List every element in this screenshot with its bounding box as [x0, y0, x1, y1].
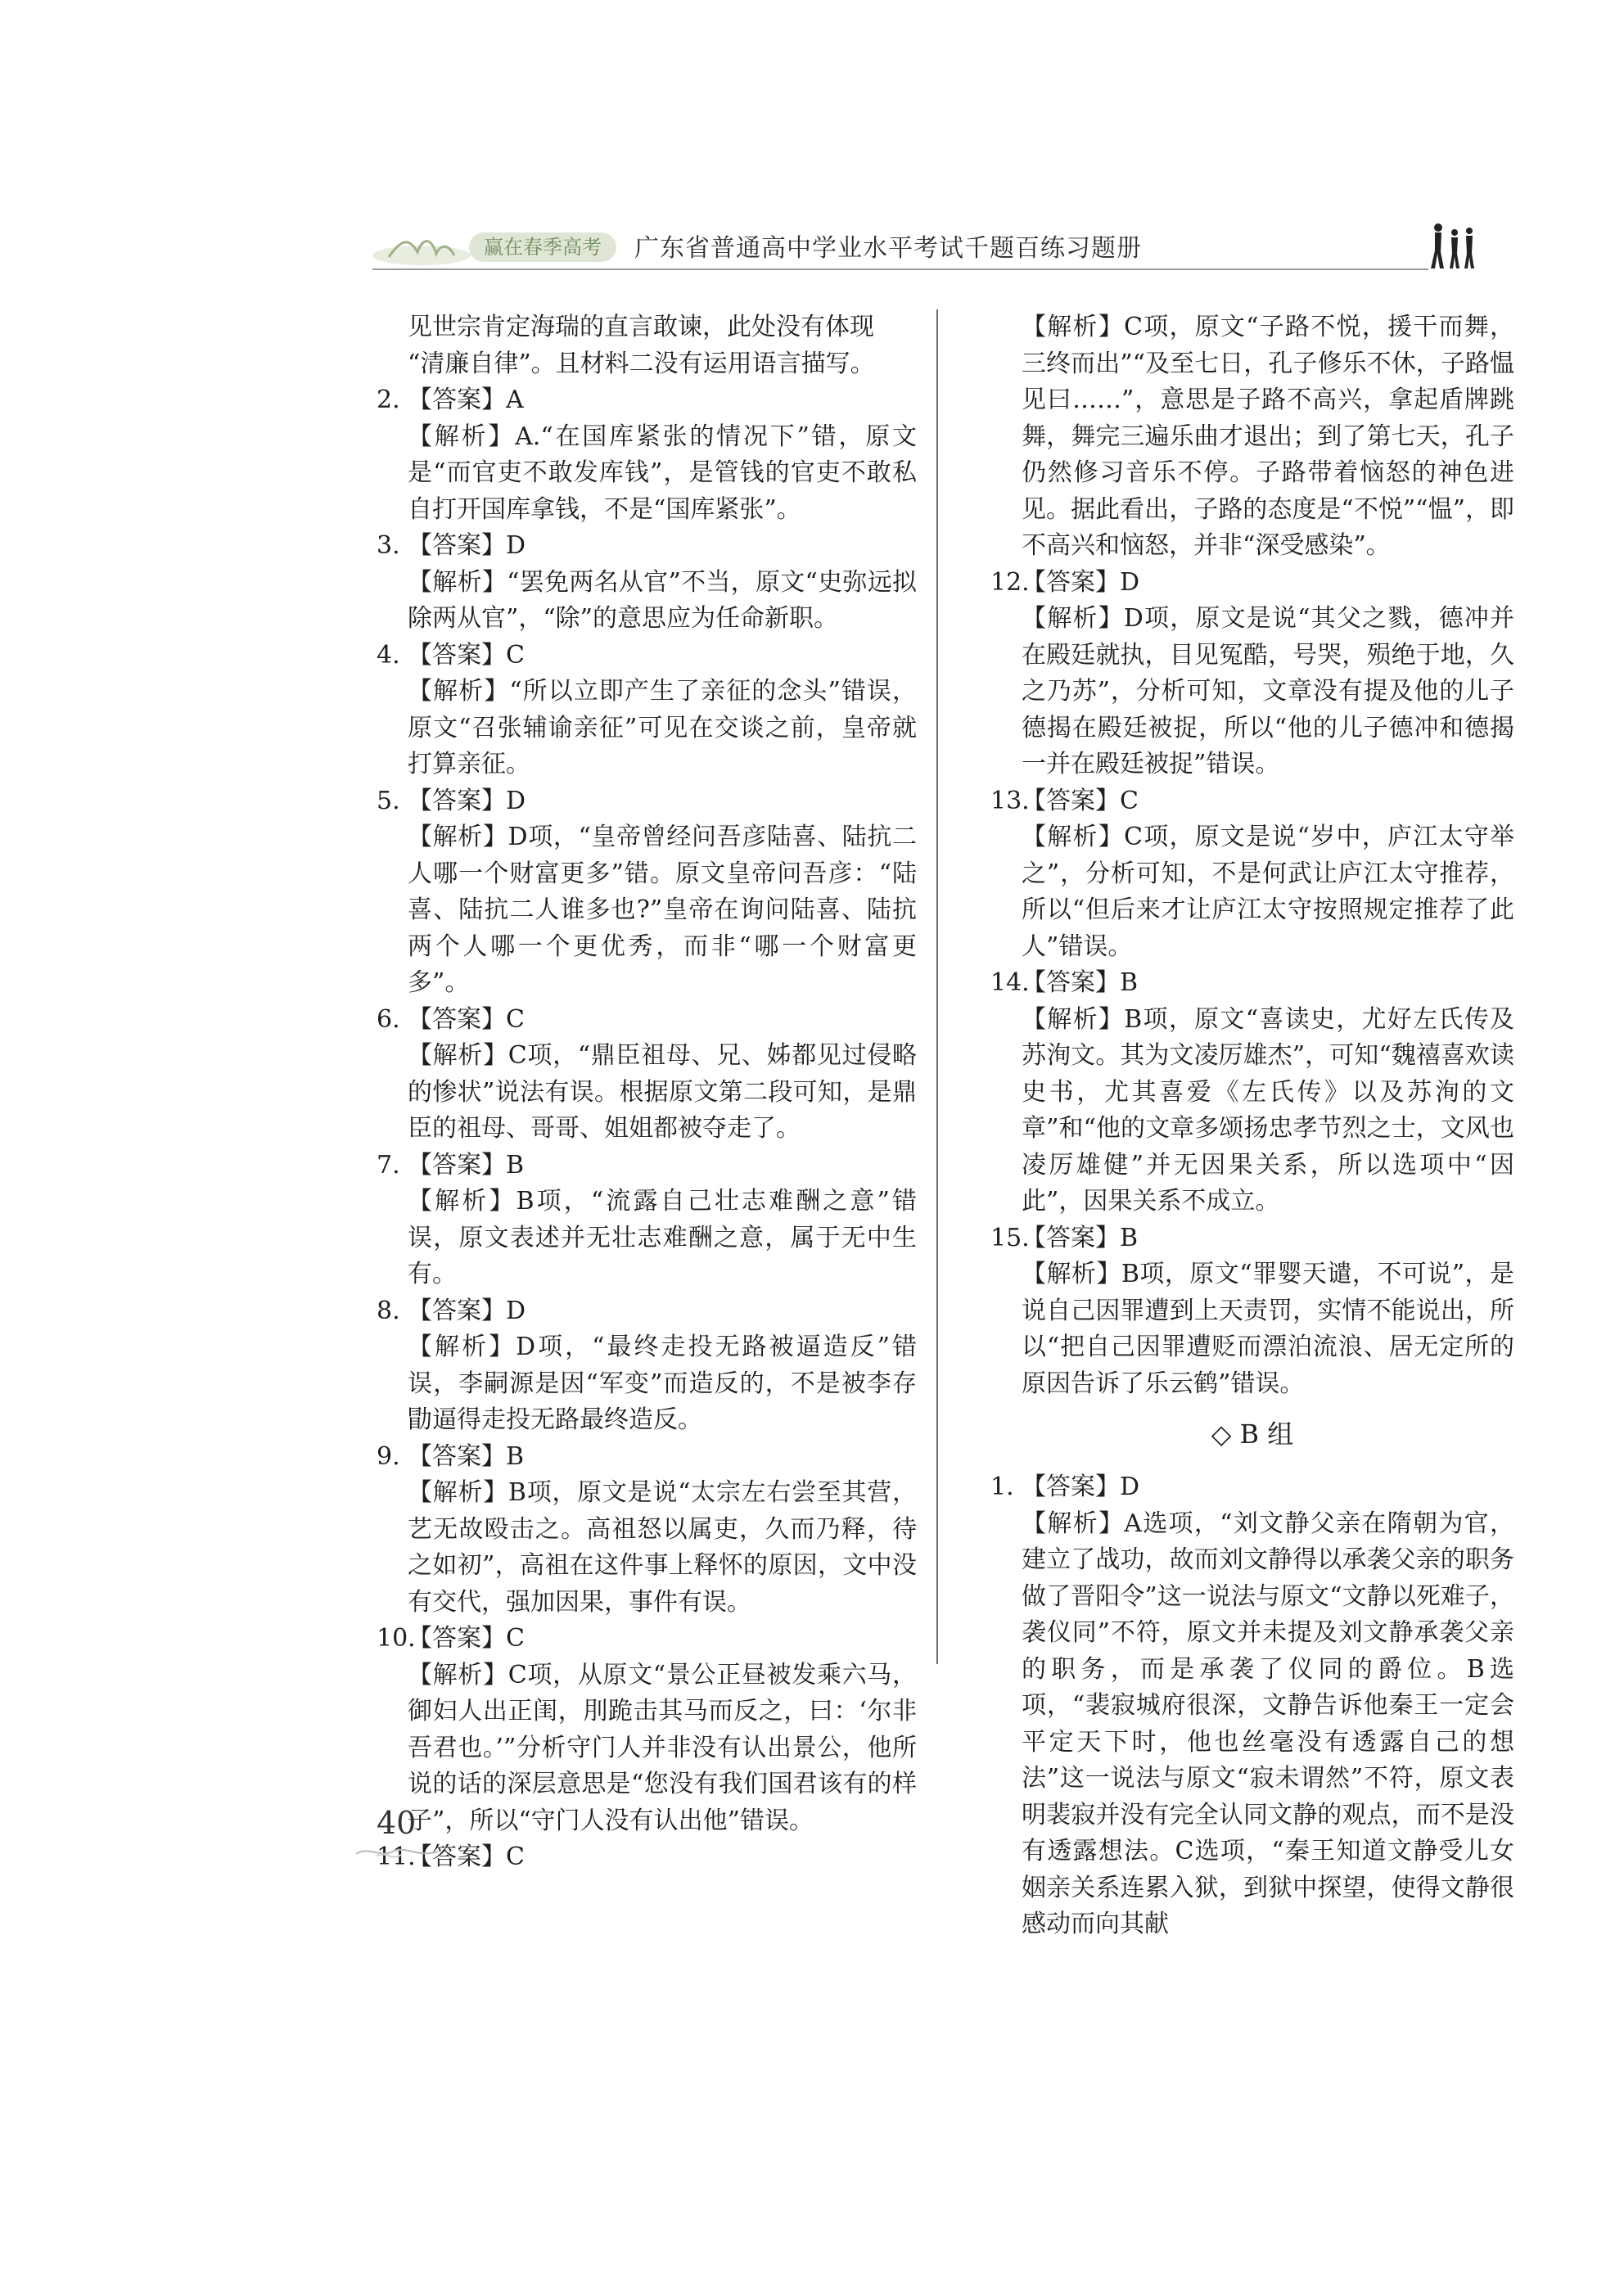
item-number: 13.: [990, 786, 1030, 815]
answer-text: 【答案】D: [408, 531, 526, 560]
answer-item: [990, 783, 1514, 966]
answer-text: 【答案】C: [408, 1843, 525, 1871]
analysis-text: 【解析】C项，原文“子路不悦，援干而舞，三终而出”“及至七日，孔子修乐不休，子路愠见曰……”，意思是子路不高兴，拿起盾牌跳舞，舞完三遍乐曲才退出；到了第七天，孔子仍然修习音乐不停。子路带着恼怒的神色进见。据此看出，子路的态度是“不悦”“愠”，即不高兴和恼怒，并非“深受感染”。: [1022, 313, 1514, 560]
analysis-text: 【解析】B项，“流露自己壮志难酬之意”错误，原文表述并无壮志难酬之意，属于无中生有。: [408, 1187, 917, 1288]
answer-item: [377, 783, 917, 1002]
answer-item: [990, 1469, 1514, 1943]
answer-item: [377, 1439, 917, 1622]
answer-text: 【答案】D: [1022, 567, 1140, 597]
page-ornament: [352, 1834, 442, 1866]
analysis-text: 【解析】C项，从原文“景公正昼被发乘六马，御妇人出正闺，刖跪击其马而反之，曰：‘尔非吾君也。’”分析守门人并非没有认出景公，他所说的话的深层意思是“您没有我们国君该有的样子”，所以“守门人没有认出他”错误。: [408, 1660, 917, 1835]
header-rule: [372, 268, 1428, 270]
answer-item: [377, 382, 917, 528]
answer-text: 【答案】D: [1022, 1473, 1140, 1501]
item-number: 15.: [990, 1223, 1030, 1252]
analysis-text: 【解析】D项，“最终走投无路被逼造反”错误，李嗣源是因“军变”而造反的，不是被李存勖逼得走投无路最终造反。: [408, 1333, 917, 1434]
answer-item: [377, 1148, 917, 1293]
analysis-text: 【解析】A.“在国库紧张的情况下”错，原文是“而官吏不敢发库钱”，是管钱的官吏不敢私自打开国库拿钱，不是“国库紧张”。: [408, 422, 917, 524]
analysis-text: 【解析】D项，“皇帝曾经问吾彦陆喜、陆抗二人哪一个财富更多”错。原文皇帝问吾彦：“陆喜、陆抗二人谁多也?”皇帝在询问陆喜、陆抗两个人哪一个更优秀，而非“哪一个财富更多”。: [408, 823, 917, 997]
item-number: 1.: [990, 1473, 1014, 1501]
item-number: 8.: [377, 1296, 400, 1325]
analysis-text: 【解析】“所以立即产生了亲征的念头”错误，原文“召张辅谕亲征”可见在交谈之前，皇帝就打算亲征。: [408, 677, 917, 778]
answer-item: [377, 528, 917, 638]
group-b-heading: ◇ B 组: [1211, 1419, 1294, 1450]
answer-text: 【答案】B: [1022, 1223, 1139, 1252]
runners-icon: [1428, 219, 1477, 273]
answer-text: 【答案】B: [408, 1150, 525, 1180]
answer-item: [990, 565, 1514, 783]
series-logo: [372, 223, 626, 268]
answer-text: 【答案】C: [408, 1004, 525, 1034]
answer-item: [990, 965, 1514, 1220]
answer-text: 【答案】B: [1022, 968, 1139, 997]
answer-item: [377, 1839, 917, 1876]
intro-line: 见世宗肯定海瑞的直言敢谏，此处没有体现: [408, 313, 874, 341]
analysis-text: 【解析】B项，原文“喜读史，尤好左氏传及苏洵文。其为文凌厉雄杰”，可知“魏禧喜欢读史书，尤其喜爱《左氏传》以及苏洵的文章”和“他的文章多颂扬忠孝节烈之士，文风也凌厉雄健”并无因果关系，所以选项中“因此”，因果关系不成立。: [1022, 1004, 1514, 1216]
header-title: 广东省普通高中学业水平考试千题百练习题册: [634, 234, 1142, 263]
left-column: [377, 309, 917, 1876]
item-number: 10.: [377, 1624, 416, 1653]
item-number: 2.: [377, 386, 400, 414]
answer-item: [377, 1293, 917, 1439]
answer-text: 【答案】C: [1022, 786, 1139, 815]
item-number: 12.: [990, 567, 1030, 597]
page-number: 40: [377, 1805, 417, 1841]
answer-text: 【答案】D: [408, 786, 526, 815]
answer-text: 【答案】A: [408, 386, 524, 414]
item-number: 11.: [377, 1843, 416, 1871]
answer-item: [377, 1002, 917, 1148]
analysis-text: 【解析】B项，原文“罪婴天谴，不可说”，是说自己因罪遭到上天责罚，实情不能说出，所以“把自己因罪遭贬而漂泊流浪、居无定所的原因告诉了乐云鹤”错误。: [1022, 1260, 1514, 1398]
analysis-text: 【解析】C项，“鼎臣祖母、兄、姊都见过侵略的惨状”说法有误。根据原文第二段可知，是鼎臣的祖母、哥哥、姐姐都被夺走了。: [408, 1041, 917, 1143]
answer-item: [990, 1220, 1514, 1403]
analysis-text: 【解析】D项，原文是说“其父之戮，德冲并在殿廷就执，目见冤酷，号哭，殒绝于地，久之乃苏”，分析可知，文章没有提及他的儿子德揭在殿廷被捉，所以“他的儿子德冲和德揭一并在殿廷被捉”错误。: [1022, 604, 1514, 778]
item-number: 7.: [377, 1150, 400, 1180]
column-divider: [936, 309, 938, 1664]
answer-item: [377, 638, 917, 783]
answer-text: 【答案】B: [408, 1441, 525, 1471]
answer-text: 【答案】C: [408, 1624, 525, 1653]
analysis-text: 【解析】C项，原文是说“岁中，庐江太守举之”，分析可知，不是何武让庐江太守推荐，所以“但后来才让庐江太守按照规定推荐了此人”错误。: [1022, 823, 1514, 961]
answer-text: 【答案】C: [408, 640, 525, 670]
item-number: 4.: [377, 640, 400, 670]
intro-line: “清廉自律”。且材料二没有运用语言描写。: [408, 349, 875, 378]
right-column: [990, 309, 1514, 1943]
svg-text:赢在春季高考: 赢在春季高考: [484, 236, 602, 259]
item-number: 5.: [377, 786, 400, 815]
page-header: [372, 219, 1477, 270]
item-number: 6.: [377, 1004, 400, 1034]
item-number: 14.: [990, 968, 1030, 997]
item-number: 9.: [377, 1441, 400, 1471]
item-number: 3.: [377, 531, 400, 560]
answer-text: 【答案】D: [408, 1296, 526, 1325]
analysis-text: 【解析】“罢免两名从官”不当，原文“史弥远拟除两从官”，“除”的意思应为任命新职。: [408, 567, 917, 633]
analysis-text: 【解析】A选项，“刘文静父亲在隋朝为官，建立了战功，故而刘文静得以承袭父亲的职务做了晋阳令”这一说法与原文“文静以死难子，袭仪同”不符，原文并未提及刘文静承袭父亲的职务，而是承袭了仪同的爵位。B选项，“裴寂城府很深，文静告诉他秦王一定会平定天下时，他也丝毫没有透露自己的想法”这一说法与原文“寂未谓然”不符，原文表明裴寂并没有完全认同文静的观点，而不是没有透露想法。C选项，“秦王知道文静受儿女姻亲关系连累入狱，到狱中探望，使得文静很感动而向其献: [1022, 1509, 1514, 1938]
analysis-text: 【解析】B项，原文是说“太宗左右尝至其营，艺无故殴击之。高祖怒以属吏，久而乃释，待之如初”，高祖在这件事上释怀的原因，文中没有交代，强加因果，事件有误。: [408, 1478, 917, 1617]
answer-item: [377, 1621, 917, 1839]
